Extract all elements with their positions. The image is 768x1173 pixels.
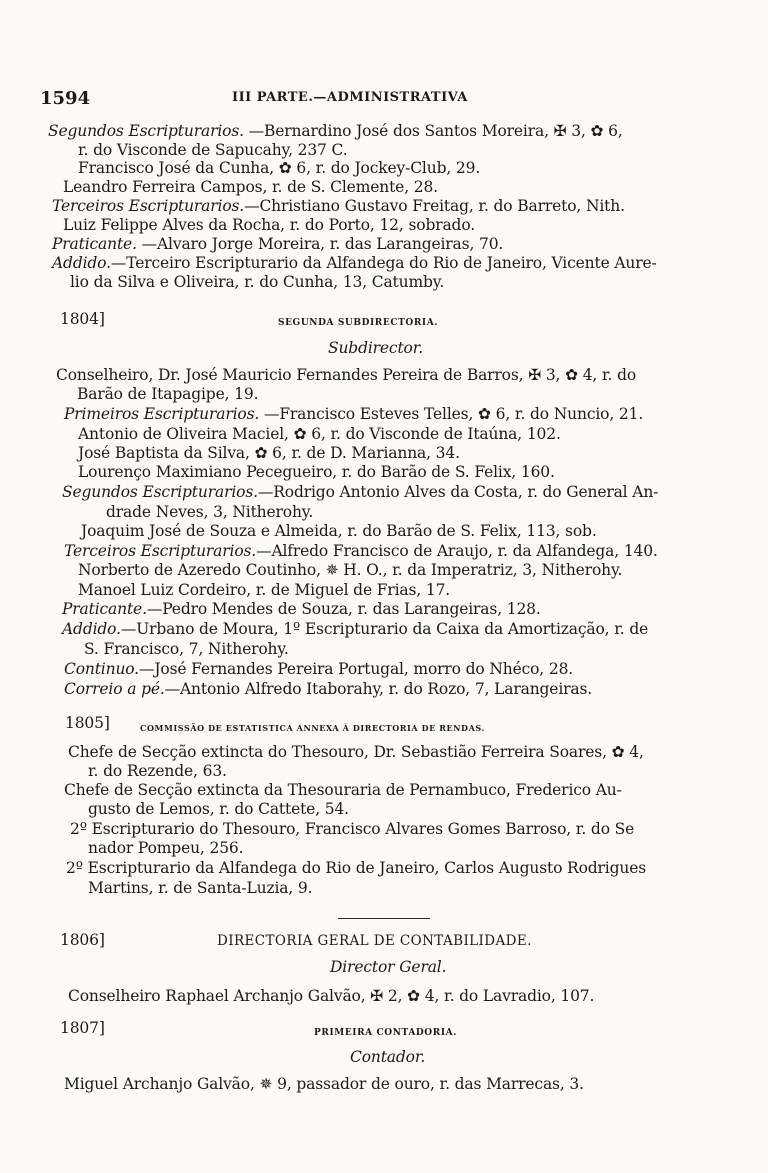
text-line: 2º Escripturario do Thesouro, Francisco Alvares Gomes Barroso, r. do Se [70,820,635,838]
section-subheading: Director Geral. [330,958,447,976]
section-heading: COMMISSÃO DE ESTATISTICA ANNEXA Á DIRECTORIA DE RENDAS. [140,723,485,733]
section-number: 1804] [60,310,105,328]
divider [338,918,430,919]
text-line: Martins, r. de Santa-Luzia, 9. [88,879,313,897]
text-line: Praticante. —Alvaro Jorge Moreira, r. das Larangeiras, 70. [52,235,504,253]
page-number: 1594 [40,88,91,109]
text-line: Addido.—Urbano de Moura, 1º Escripturario da Caixa da Amortização, r. de [62,620,649,638]
page-title: III PARTE.—ADMINISTRATIVA [232,90,468,105]
text-line: Continuo.—José Fernandes Pereira Portugal, morro do Nhéco, 28. [64,660,574,678]
text-line: Manoel Luiz Cordeiro, r. de Miguel de Frias, 17. [78,581,451,599]
section-number: 1805] [65,714,110,732]
section-heading: PRIMEIRA CONTADORIA. [314,1028,457,1038]
text-line: Luiz Felippe Alves da Rocha, r. do Porto, 12, sobrado. [63,216,476,234]
section-subheading: Subdirector. [328,339,424,357]
text-line: Francisco José da Cunha, ✿ 6, r. do Jockey-Club, 29. [78,159,481,177]
text-line: r. do Visconde de Sapucahy, 237 C. [78,141,348,159]
section-heading: DIRECTORIA GERAL DE CONTABILIDADE. [217,933,532,949]
section-subheading: Contador. [350,1048,426,1066]
text-line: Miguel Archanjo Galvão, ✵ 9, passador de ouro, r. das Marrecas, 3. [64,1075,584,1093]
text-line: drade Neves, 3, Nitherohy. [106,503,314,521]
text-line: Praticante.—Pedro Mendes de Souza, r. das Larangeiras, 128. [62,600,541,618]
text-line: José Baptista da Silva, ✿ 6, r. de D. Marianna, 34. [78,444,460,462]
text-line: gusto de Lemos, r. do Cattete, 54. [88,800,349,818]
text-line: Primeiros Escripturarios. —Francisco Esteves Telles, ✿ 6, r. do Nuncio, 21. [64,405,644,423]
text-line: 2º Escripturario da Alfandega do Rio de Janeiro, Carlos Augusto Rodrigues [66,859,647,877]
text-line: Chefe de Secção extincta da Thesouraria de Pernambuco, Frederico Au- [64,781,622,799]
text-line: Chefe de Secção extincta do Thesouro, Dr. Sebastião Ferreira Soares, ✿ 4, [68,743,644,761]
text-line: Correio a pé.—Antonio Alfredo Itaborahy, r. do Rozo, 7, Larangeiras. [64,680,593,698]
text-line: lio da Silva e Oliveira, r. do Cunha, 13, Catumby. [70,273,445,291]
text-line: Terceiros Escripturarios.—Christiano Gustavo Freitag, r. do Barreto, Nith. [52,197,625,215]
text-line: Joaquim José de Souza e Almeida, r. do Barão de S. Felix, 113, sob. [81,522,597,540]
text-line: Antonio de Oliveira Maciel, ✿ 6, r. do Visconde de Itaúna, 102. [78,425,561,443]
text-line: Conselheiro, Dr. José Mauricio Fernandes Pereira de Barros, ✠ 3, ✿ 4, r. do [56,366,637,384]
section-number: 1806] [60,931,105,949]
text-line: Barão de Itapagipe, 19. [77,385,259,403]
text-line: Addido.—Terceiro Escripturario da Alfandega do Rio de Janeiro, Vicente Aure- [52,254,657,272]
text-line: Conselheiro Raphael Archanjo Galvão, ✠ 2, ✿ 4, r. do Lavradio, 107. [68,987,595,1005]
text-line: Segundos Escripturarios. —Bernardino José dos Santos Moreira, ✠ 3, ✿ 6, [48,122,623,140]
text-line: Norberto de Azeredo Coutinho, ✵ H. O., r. da Imperatriz, 3, Nitherohy. [78,561,623,579]
text-line: Segundos Escripturarios.—Rodrigo Antonio Alves da Costa, r. do General An- [62,483,659,501]
text-line: Lourenço Maximiano Pecegueiro, r. do Barão de S. Felix, 160. [78,463,555,481]
text-line: nador Pompeu, 256. [88,839,244,857]
text-line: Terceiros Escripturarios.—Alfredo Francisco de Araujo, r. da Alfandega, 140. [64,542,658,560]
section-number: 1807] [60,1019,105,1037]
section-heading: SEGUNDA SUBDIRECTORIA. [278,318,439,328]
text-line: S. Francisco, 7, Nitherohy. [84,640,289,658]
text-line: r. do Rezende, 63. [88,762,227,780]
text-line: Leandro Ferreira Campos, r. de S. Clemente, 28. [63,178,438,196]
